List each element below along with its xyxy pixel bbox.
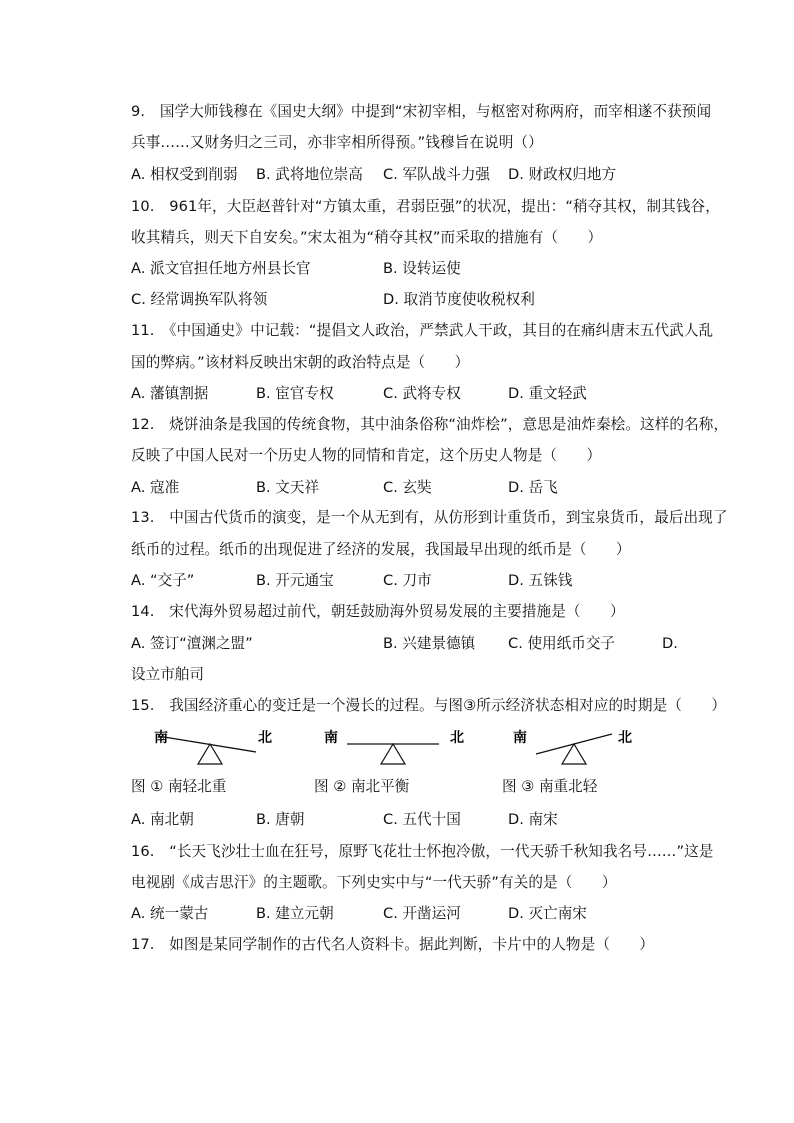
fig1-fulcrum-icon [198, 744, 222, 764]
q16-stem-line2: 电视剧《成吉思汗》的主题歌。下列史实中与“一代天骄”有关的是（ ） [131, 874, 617, 891]
q14-option-b: B. 兴建景德镇 [383, 635, 476, 652]
q10-stem-line1: 10. 961年，大臣赵普针对“方镇太重，君弱臣强”的状况，提出：“稍夺其权，制其钱谷， [131, 198, 720, 215]
q10-option-b: B. 设转运使 [383, 260, 461, 277]
fig3-south-label: 南 [513, 730, 527, 746]
fig2-caption: 图 ② 南北平衡 [314, 778, 410, 795]
q12-option-c: C. 玄奘 [383, 479, 432, 496]
q13-option-a: A. “交子” [131, 572, 195, 589]
fig1-caption: 图 ① 南轻北重 [131, 778, 227, 795]
q10-option-d: D. 取消节度使收税权利 [383, 291, 535, 308]
q12-option-b: B. 文天祥 [256, 479, 320, 496]
fig3-north-label: 北 [618, 730, 632, 746]
fig1-south-label: 南 [154, 730, 168, 746]
q12-stem-line1: 12. 烧饼油条是我国的传统食物，其中油条俗称“油炸桧”，意思是油炸秦桧。这样的名称， [131, 416, 729, 433]
q15-option-d: D. 南宋 [508, 811, 558, 828]
q16-option-d: D. 灭亡南宋 [508, 905, 587, 922]
q10-option-a: A. 派文官担任地方州县长官 [131, 260, 311, 277]
q11-option-a: A. 藩镇割据 [131, 385, 209, 402]
q9-option-b: B. 武将地位崇高 [256, 166, 363, 183]
q17-stem-line1: 17. 如图是某同学制作的古代名人资料卡。据此判断，卡片中的人物是（ ） [131, 936, 655, 953]
q11-option-d: D. 重文轻武 [508, 385, 587, 402]
q15-option-b: B. 唐朝 [256, 811, 305, 828]
fig2-north-label: 北 [450, 730, 464, 746]
q14-option-a: A. 签订“澶渊之盟” [131, 635, 253, 652]
q13-option-b: B. 开元通宝 [256, 572, 334, 589]
fig3-caption: 图 ③ 南重北轻 [502, 778, 598, 795]
q15-option-c: C. 五代十国 [383, 811, 461, 828]
q14-stem-line1: 14. 宋代海外贸易超过前代，朝廷鼓励海外贸易发展的主要措施是（ ） [131, 603, 625, 620]
q9-stem-line1: 9. 国学大师钱穆在《国史大纲》中提到“宋初宰相，与枢密对称两府，而宰相遂不获预闻 [131, 103, 712, 120]
fig2-fulcrum-icon [381, 744, 405, 764]
q13-stem-line1: 13. 中国古代货币的演变，是一个从无到有，从仿形到计重货币，到宝泉货币，最后出现了 [131, 509, 728, 526]
q14-option-c: C. 使用纸币交子 [508, 635, 616, 652]
q16-stem-line1: 16. “长天飞沙壮士血在狂号，原野飞花壮士怀抱冷傲，一代天骄千秋知我名号……”这是 [131, 843, 714, 860]
q12-option-a: A. 寇准 [131, 479, 180, 496]
balance-figure-1 [154, 729, 272, 764]
q11-stem-line2: 国的弊病。”该材料反映出宋朝的政治特点是（ ） [131, 354, 470, 371]
q11-option-b: B. 宦官专权 [256, 385, 334, 402]
q14-option-d-letter: D. [662, 635, 678, 652]
fig2-south-label: 南 [324, 730, 338, 746]
balance-figure-3 [513, 729, 632, 764]
q9-option-d: D. 财政权归地方 [508, 166, 617, 183]
q12-option-d: D. 岳飞 [508, 479, 558, 496]
balance-diagrams-svg [130, 720, 690, 780]
balance-diagrams [130, 720, 690, 780]
q9-option-c: C. 军队战斗力强 [383, 166, 491, 183]
q10-option-c: C. 经常调换军队将领 [131, 291, 268, 308]
q15-option-a: A. 南北朝 [131, 811, 194, 828]
q13-option-d: D. 五铢钱 [508, 572, 573, 589]
q9-stem-line2: 兵事……又财务归之三司，亦非宰相所得预。”钱穆旨在说明（） [131, 134, 543, 151]
fig1-north-label: 北 [258, 730, 272, 746]
q9-option-a: A. 相权受到削弱 [131, 166, 238, 183]
q15-stem-line1: 15. 我国经济重心的变迁是一个漫长的过程。与图③所示经济状态相对应的时期是（ ） [131, 697, 727, 714]
fig3-fulcrum-icon [562, 744, 586, 764]
q12-stem-line2: 反映了中国人民对一个历史人物的同情和肯定，这个历史人物是（ ） [131, 447, 602, 464]
q10-stem-line2: 收其精兵，则天下自安矣。”宋太祖为“稍夺其权”而采取的措施有（ ） [131, 229, 603, 246]
balance-figure-2 [324, 729, 464, 764]
q14-option-d-text: 设立市舶司 [131, 666, 204, 683]
q11-stem-line1: 11. 《中国通史》中记载：“提倡文人政治，严禁武人干政，其目的在痛纠唐末五代武人乱 [131, 322, 714, 339]
q13-stem-line2: 纸币的过程。纸币的出现促进了经济的发展，我国最早出现的纸币是（ ） [131, 541, 631, 558]
q16-option-b: B. 建立元朝 [256, 905, 334, 922]
q11-option-c: C. 武将专权 [383, 385, 461, 402]
q16-option-c: C. 开凿运河 [383, 905, 461, 922]
q16-option-a: A. 统一蒙古 [131, 905, 209, 922]
q13-option-c: C. 刀市 [383, 572, 432, 589]
